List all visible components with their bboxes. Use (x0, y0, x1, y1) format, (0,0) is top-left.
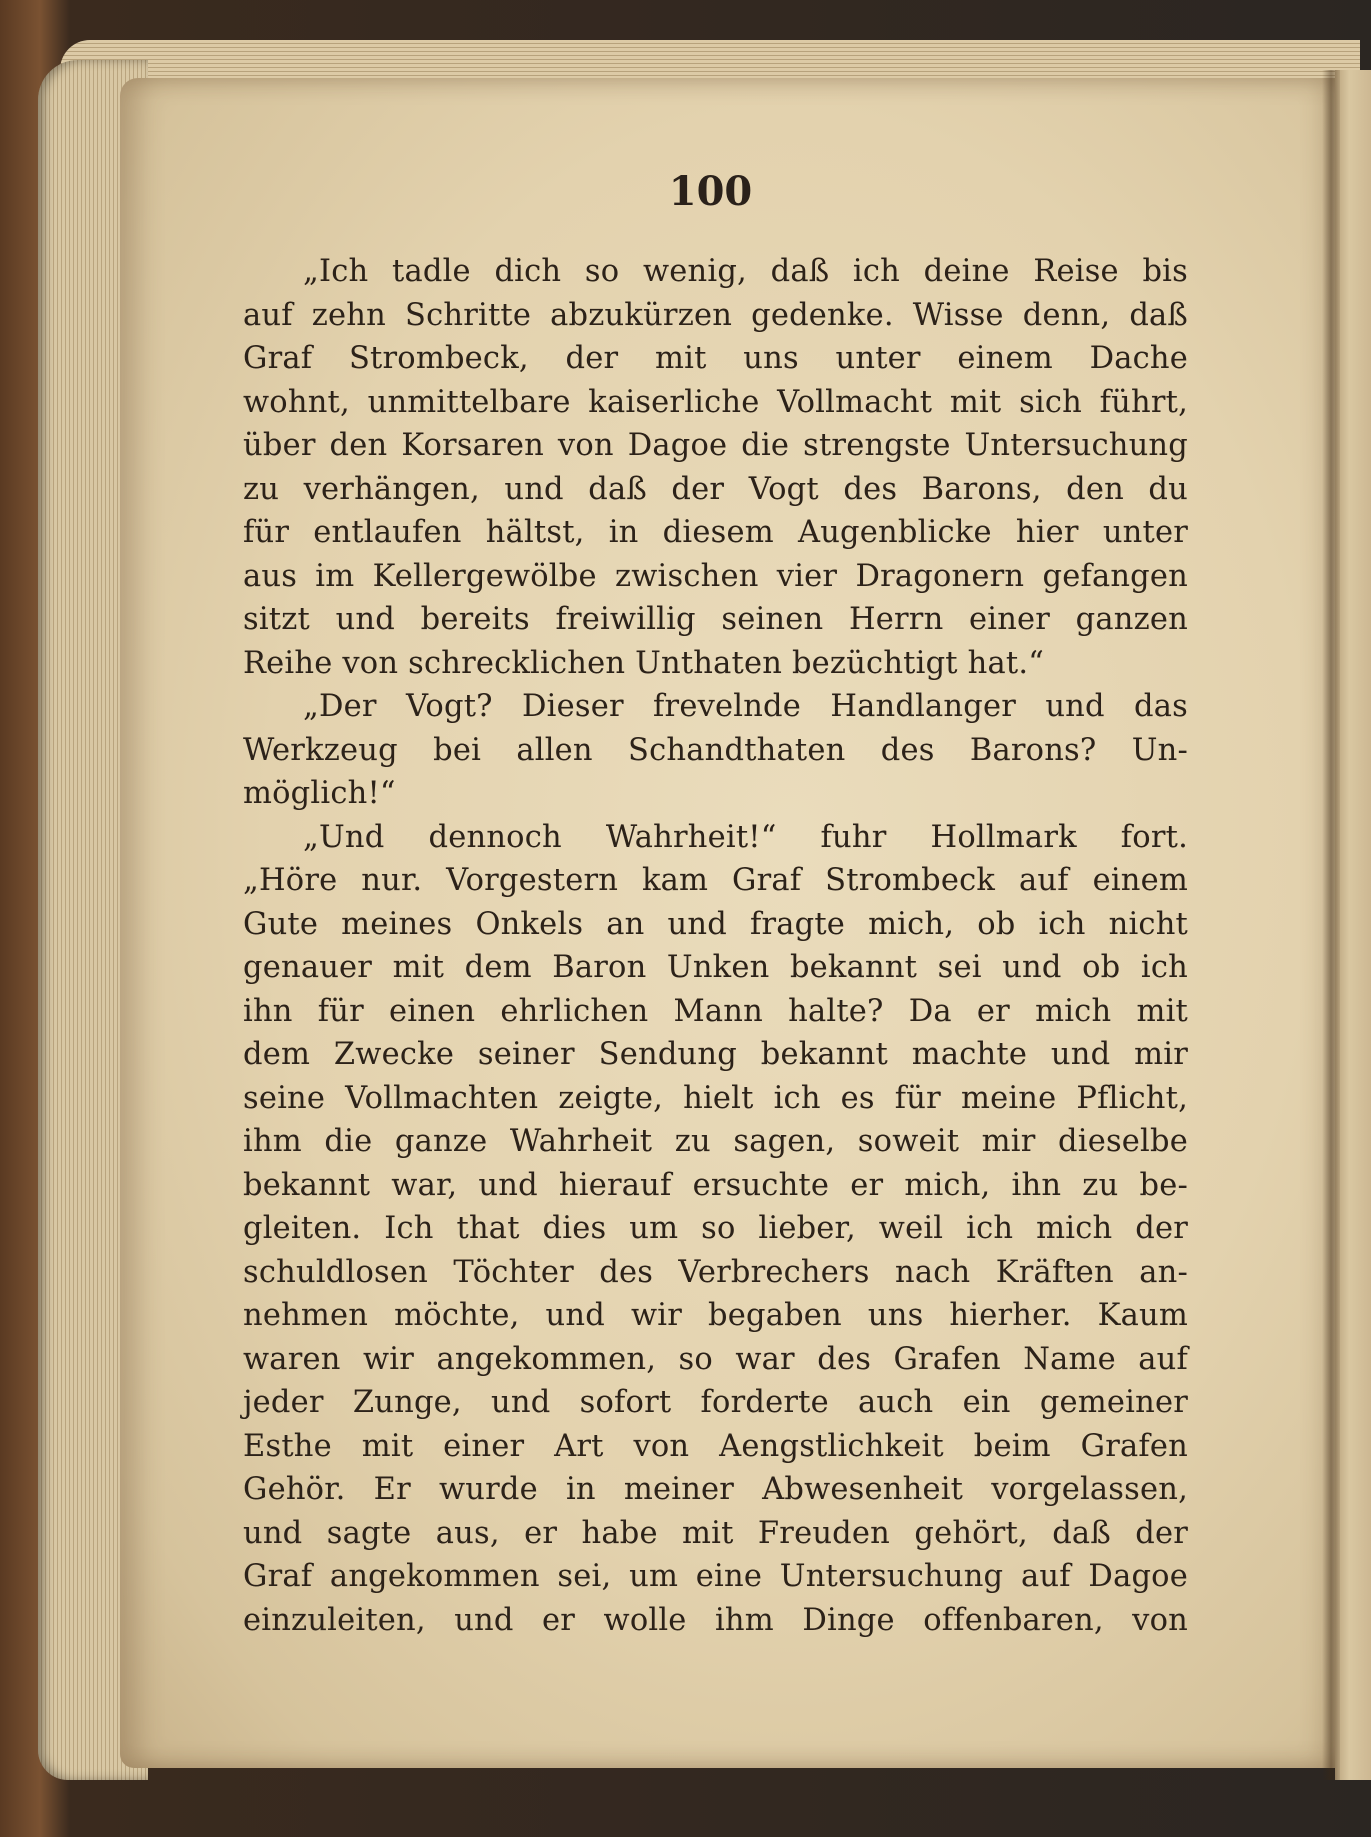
text-line: waren wir angekommen, so war des Grafen Name auf (243, 1341, 1188, 1377)
text-line: ihn für einen ehrlichen Mann halte? Da er mich mit (243, 993, 1188, 1029)
text-line: möglich!“ (243, 776, 396, 811)
facing-page-edge (1335, 70, 1371, 1780)
text-line: jeder Zunge, und sofort forderte auch ein gemeiner (243, 1385, 1188, 1420)
text-line: ihm die ganze Wahrheit zu sagen, soweit mir dieselbe (243, 1124, 1188, 1159)
text-line: genauer mit dem Baron Unken bekannt sei und ob ich (243, 950, 1188, 985)
text-line: dem Zwecke seiner Sendung bekannt machte und mir (243, 1037, 1188, 1072)
text-line: wohnt, unmittelbare kaiserliche Vollmacht mit sich führt, (243, 384, 1188, 420)
text-line: Gehör. Er wurde in meiner Abwesenheit vorgelassen, (243, 1472, 1188, 1507)
text-line: Esthe mit einer Art von Aengstlichkeit beim Grafen (243, 1428, 1188, 1464)
text-line: über den Korsaren von Dagoe die strengste Untersuchung (243, 428, 1188, 463)
text-line: „Höre nur. Vorgestern kam Graf Strombeck auf einem (243, 863, 1188, 898)
text-line: Graf Strombeck, der mit uns unter einem Dache (243, 341, 1188, 376)
text-line: seine Vollmachten zeigte, hielt ich es für meine Pflicht, (243, 1080, 1188, 1116)
text-line: Graf angekommen sei, um eine Untersuchung auf Dagoe (243, 1559, 1188, 1594)
body-text (243, 250, 1188, 1642)
text-line: Gute meines Onkels an und fragte mich, ob ich nicht (243, 906, 1188, 942)
text-line: Werkzeug bei allen Schandthaten des Barons? Un- (243, 732, 1188, 768)
page-gutter (1322, 70, 1340, 1780)
text-line: „Der Vogt? Dieser frevelnde Handlanger und das (303, 689, 1188, 724)
text-line: Reihe von schrecklichen Unthaten bezüchtigt hat.“ (243, 645, 1045, 681)
text-line: „Und dennoch Wahrheit!“ fuhr Hollmark fort. (303, 819, 1188, 855)
text-line: zu verhängen, und daß der Vogt des Barons, den du (243, 471, 1188, 507)
text-line: gleiten. Ich that dies um so lieber, weil ich mich der (243, 1211, 1188, 1246)
text-line: für entlaufen hältst, in diesem Augenblicke hier unter (243, 515, 1188, 550)
text-line: sitzt und bereits freiwillig seinen Herrn einer ganzen (243, 602, 1188, 637)
text-line: schuldlosen Töchter des Verbrechers nach Kräften an- (243, 1254, 1188, 1290)
text-line: und sagte aus, er habe mit Freuden gehört, daß der (243, 1515, 1188, 1551)
text-line: nehmen möchte, und wir begaben uns hierher. Kaum (243, 1298, 1188, 1333)
page-number: 100 (668, 168, 753, 215)
text-line: aus im Kellergewölbe zwischen vier Dragonern gefangen (243, 558, 1188, 594)
text-line: „Ich tadle dich so wenig, daß ich deine Reise bis (303, 254, 1188, 289)
text-line: bekannt war, und hierauf ersuchte er mich, ihn zu be- (243, 1167, 1188, 1203)
page-edges-top (60, 40, 1360, 80)
text-line: auf zehn Schritte abzukürzen gedenke. Wisse denn, daß (243, 297, 1188, 333)
text-line: einzuleiten, und er wolle ihm Dinge offenbaren, von (243, 1602, 1188, 1638)
